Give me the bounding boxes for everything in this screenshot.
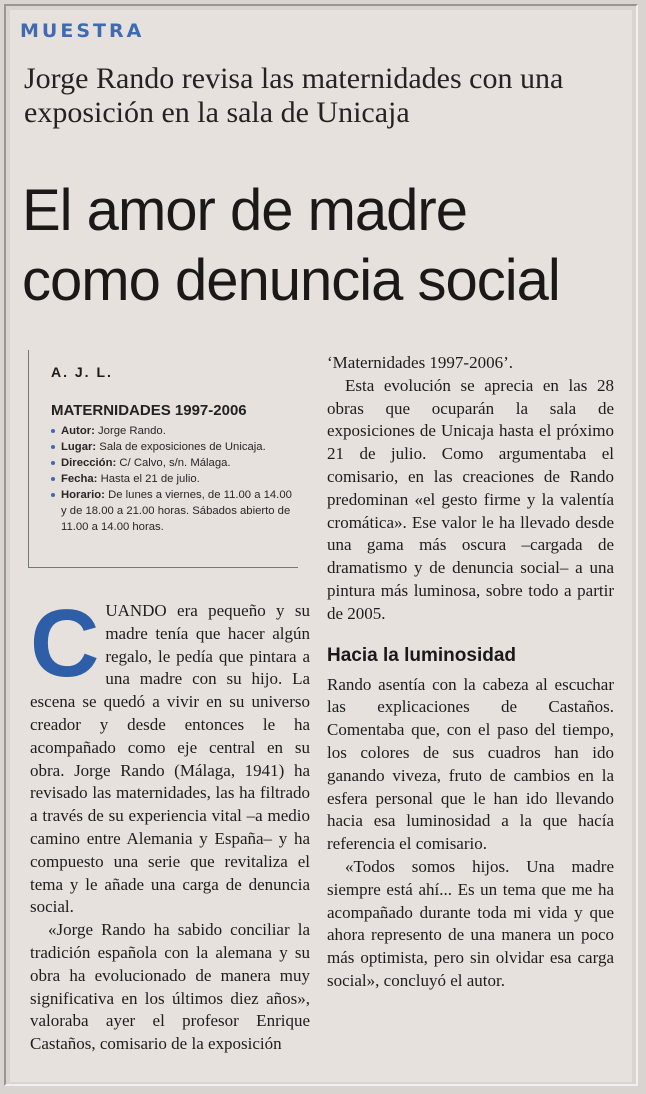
article-subtitle: Jorge Rando revisa las maternidades con una exposición en la sala de Unicaja [24, 62, 564, 129]
body-paragraph-2-continued: ‘Maternidades 1997-2006’. [327, 353, 514, 372]
info-item-autor: Autor: Jorge Rando. [51, 423, 298, 439]
headline-line-2: como denuncia social [22, 248, 560, 313]
info-item-direccion: Dirección: C/ Calvo, s/n. Málaga. [51, 455, 298, 471]
body-column-left [30, 590, 310, 1056]
body-paragraph-5: «Todos somos hijos. Una madre siempre está ahí... Es un tema que me ha acompañado durante toda mi vida y que ahora represento de una manera un poco más optimista, pero sin olvidar esa carga social», concluyó el autor. [327, 856, 614, 990]
body-paragraph-3: Esta evolución se aprecia en las 28 obras que ocuparán la sala de exposiciones de Unicaja hasta el próximo 21 de julio. Como argumentaba el comisario, en las creaciones de Rando predominan «el gesto firme y la valentía cromática». Ese valor le ha llevado desde una gama más oscura –cargada de dramatismo y de denuncia social– a una pintura más luminosa, sobre todo a partir de 2005. [327, 375, 614, 623]
exhibition-info-box [28, 350, 298, 568]
info-box-title: MATERNIDADES 1997-2006 [51, 402, 247, 419]
subheading: Hacia la luminosidad [327, 644, 516, 666]
info-list [51, 423, 298, 535]
headline-line-1: El amor de madre [22, 178, 467, 243]
info-item-fecha: Fecha: Hasta el 21 de julio. [51, 471, 298, 487]
info-item-lugar: Lugar: Sala de exposiciones de Unicaja. [51, 439, 298, 455]
drop-cap: C [30, 590, 100, 697]
body-paragraph-4: Rando asentía con la cabeza al escuchar las explicaciones de Castaños. Comentaba que, con el paso del tiempo, los colores de sus cuadros han ido ganando viveza, fruto de cambios en la esfera personal que le han ido llevando hacia esa luminosidad a la que hacía referencia el comisario. [327, 674, 614, 854]
body-paragraph-2: «Jorge Rando ha sabido conciliar la tradición española con la alemana y su obra ha evolucionado de manera muy significativa en los últimos diez años», valoraba ayer el profesor Enrique Castaños, comisario de la exposición [30, 920, 310, 1054]
section-label: MUESTRA [20, 20, 145, 42]
article-headline [22, 176, 630, 316]
info-item-horario: Horario: De lunes a viernes, de 11.00 a 14.00 y de 18.00 a 21.00 horas. Sábados abierto de 11.00 a 14.00 horas. [51, 487, 298, 535]
newspaper-clipping [10, 10, 632, 1082]
body-paragraph-1: CUANDO era pequeño y su madre tenía que hacer algún regalo, le pedía que pintara a una madre con su hijo. La escena se quedó a vivir en su universo creador y desde entonces le ha acompañado como eje central en su obra. Jorge Rando (Málaga, 1941) ha revisado las maternidades, las ha filtrado a través de su experiencia vital –a medio camino entre Alemania y España– y ha compuesto una serie que revitaliza el tema y le añade una carga de denuncia social. [30, 590, 310, 917]
byline: A. J. L. [51, 364, 113, 380]
body-column-right [327, 352, 614, 993]
